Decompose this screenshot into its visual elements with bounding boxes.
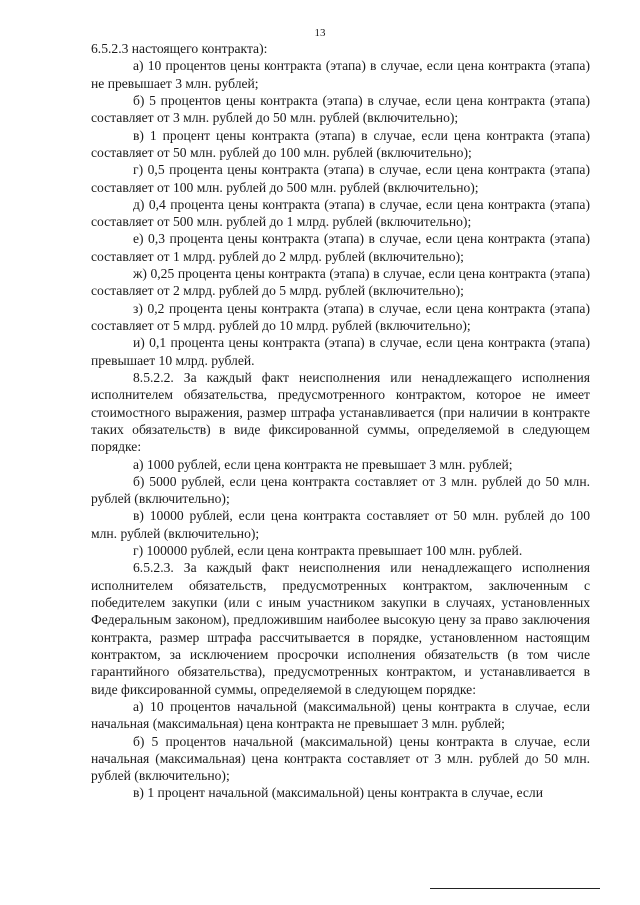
clause-8-5-2-2: 8.5.2.2. За каждый факт неисполнения или ненадлежащего исполнения исполнителем обязательства, предусмотренного контрактом, которое не имеет стоимостного выражения, размер штрафа устанавливается (при наличии в контракте таких обязательств) в виде фиксированной суммы, определяемой в следующем порядке: [91,369,590,455]
nmck-item-b: б) 5 процентов начальной (максимальной) цены контракта в случае, если начальная (максимальная) цена контракта составляет от 3 млн. рублей до 50 млн. рублей (включительно); [91,733,590,784]
list-item-i: и) 0,1 процента цены контракта (этапа) в случае, если цена контракта (этапа) превышает 10 млрд. рублей. [91,335,590,368]
list-item-v: в) 1 процент цены контракта (этапа) в случае, если цена контракта (этапа) составляет от 50 млн. рублей до 100 млн. рублей (включительно); [91,127,590,160]
fixed-fine-item-g: г) 100000 рублей, если цена контракта превышает 100 млн. рублей. [133,543,523,559]
list-item-g: г) 0,5 процента цены контракта (этапа) в случае, если цена контракта (этапа) составляет от 100 млн. рублей до 500 млн. рублей (включительно); [91,162,590,195]
nmck-item-a: а) 10 процентов начальной (максимальной) цены контракта в случае, если начальная (максимальная) цена контракта не превышает 3 млн. рублей; [91,698,590,732]
page-number: 13 [314,27,326,39]
document-body [91,40,590,802]
fixed-fine-item-b: б) 5000 рублей, если цена контракта составляет от 3 млн. рублей до 50 млн. рублей (включительно); [91,473,590,507]
paragraph-continuation: 6.5.2.3 настоящего контракта): [91,41,268,56]
fixed-fine-item-a: а) 1000 рублей, если цена контракта не превышает 3 млн. рублей; [133,456,513,472]
list-item-e: е) 0,3 процента цены контракта (этапа) в случае, если цена контракта (этапа) составляет от 1 млрд. рублей до 2 млрд. рублей (включительно); [91,231,590,264]
nmck-item-v: в) 1 процент начальной (максимальной) цены контракта в случае, если [133,785,543,801]
clause-6-5-2-3: 6.5.2.3. За каждый факт неисполнения или ненадлежащего исполнения исполнителем обязательств, предусмотренных контрактом, заключенным с победителем закупки (или с иным участником закупки в случаях, установленных Федеральным законом), предложившим наиболее высокую цену за право заключения контракта, размер штрафа рассчитывается в порядке, установленном настоящим контрактом, за исключением просрочки исполнения обязательств (в том числе гарантийного обязательства), предусмотренных контрактом, и устанавливается в виде фиксированной суммы, определяемой в следующем порядке: [91,560,590,697]
list-item-zh: ж) 0,25 процента цены контракта (этапа) в случае, если цена контракта (этапа) составляет от 2 млрд. рублей до 5 млрд. рублей (включительно); [91,266,590,299]
list-item-d: д) 0,4 процента цены контракта (этапа) в случае, если цена контракта (этапа) составляет от 500 млн. рублей до 1 млрд. рублей (включительно); [91,196,590,230]
list-item-b: б) 5 процентов цены контракта (этапа) в случае, если цена контракта (этапа) составляет от 3 млн. рублей до 50 млн. рублей (включительно); [91,92,590,126]
footer-rule [430,888,600,889]
list-item-a: а) 10 процентов цены контракта (этапа) в случае, если цена контракта (этапа) не превышает 3 млн. рублей; [91,58,590,91]
list-item-z: з) 0,2 процента цены контракта (этапа) в случае, если цена контракта (этапа) составляет от 5 млрд. рублей до 10 млрд. рублей (включительно); [91,300,590,333]
fixed-fine-item-v: в) 10000 рублей, если цена контракта составляет от 50 млн. рублей до 100 млн. рублей (включительно); [91,508,590,541]
